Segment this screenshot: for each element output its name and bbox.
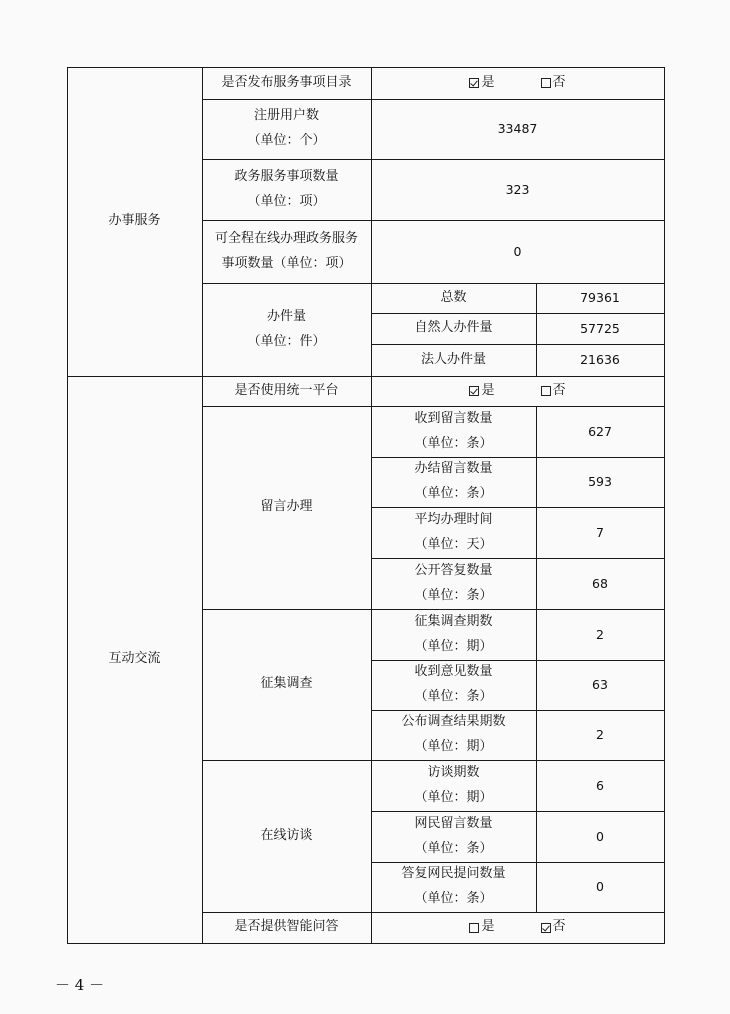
survey-results-label: 公布调查结果期数 （单位：期）	[401, 714, 506, 754]
messages-public-replies-value: 68	[592, 575, 608, 591]
publish-catalog-no-option[interactable]: 否	[541, 71, 566, 96]
publish-catalog-yes-option[interactable]: 是	[469, 71, 494, 96]
messages-group-label: 留言办理	[260, 499, 313, 515]
registered-users-value: 33487	[497, 121, 538, 137]
messages-closed-label: 办结留言数量 （单位：条）	[414, 461, 493, 501]
messages-received-value: 627	[588, 423, 612, 439]
messages-avg-time-value: 7	[596, 524, 604, 540]
unified-platform-no-option[interactable]: 否	[541, 379, 566, 404]
survey-group-label: 征集调查	[260, 676, 313, 692]
messages-public-replies-label: 公开答复数量 （单位：条）	[414, 562, 493, 603]
volume-total-label: 总数	[440, 289, 467, 305]
interview-group-label: 在线访谈	[260, 827, 313, 843]
interview-answers-label: 答复网民提问数量 （单位：条）	[401, 866, 506, 906]
online-items-label: 可全程在线办理政务服务 事项数量（单位：项）	[214, 230, 358, 271]
service-items-value: 323	[505, 181, 530, 197]
smart-qa-no-option[interactable]: 否	[541, 915, 566, 940]
registered-users-label: 注册用户数 （单位：个）	[247, 108, 326, 148]
interview-periods-value: 6	[596, 777, 604, 793]
survey-opinions-label: 收到意见数量 （单位：条）	[414, 664, 493, 704]
unified-platform-label: 是否使用统一平台	[234, 382, 339, 398]
unified-platform-options	[371, 376, 664, 406]
survey-periods-value: 2	[596, 626, 604, 642]
publish-catalog-label: 是否发布服务事项目录	[221, 74, 352, 90]
survey-opinions-value: 63	[592, 677, 608, 693]
messages-closed-value: 593	[588, 474, 612, 490]
interview-messages-value: 0	[596, 828, 604, 844]
volume-legal-value: 21636	[580, 352, 620, 368]
smart-qa-yes-option[interactable]: 是	[469, 915, 494, 940]
checked-box-icon	[469, 386, 479, 396]
volume-natural-value: 57725	[580, 320, 620, 336]
survey-results-value: 2	[596, 727, 604, 743]
unified-platform-yes-option[interactable]: 是	[469, 379, 494, 404]
section-label-interaction: 互动交流	[108, 651, 161, 667]
online-items-value: 0	[513, 243, 522, 259]
smart-qa-label: 是否提供智能问答	[234, 919, 339, 935]
empty-box-icon	[469, 923, 479, 933]
volume-legal-label: 法人办件量	[420, 351, 486, 367]
messages-received-label: 收到留言数量 （单位：条）	[414, 410, 493, 451]
checked-box-icon	[541, 923, 551, 933]
interview-answers-value: 0	[596, 879, 604, 895]
smart-qa-options	[371, 912, 664, 943]
messages-avg-time-label: 平均办理时间 （单位：天）	[414, 511, 493, 552]
interview-periods-label: 访谈期数 （单位：期）	[414, 764, 493, 805]
service-items-label: 政务服务事项数量 （单位：项）	[234, 168, 339, 209]
publish-catalog-options	[371, 67, 664, 99]
empty-box-icon	[541, 386, 551, 396]
interview-messages-label: 网民留言数量 （单位：条）	[414, 815, 493, 856]
volume-label: 办件量 （单位：件）	[247, 308, 326, 349]
checked-box-icon	[469, 78, 479, 88]
volume-total-value: 79361	[580, 290, 620, 306]
page-number: － 4 －	[55, 976, 105, 994]
survey-periods-label: 征集调查期数 （单位：期）	[414, 613, 493, 654]
section-label-office: 办事服务	[108, 213, 161, 229]
empty-box-icon	[541, 78, 551, 88]
volume-natural-label: 自然人办件量	[414, 320, 493, 336]
